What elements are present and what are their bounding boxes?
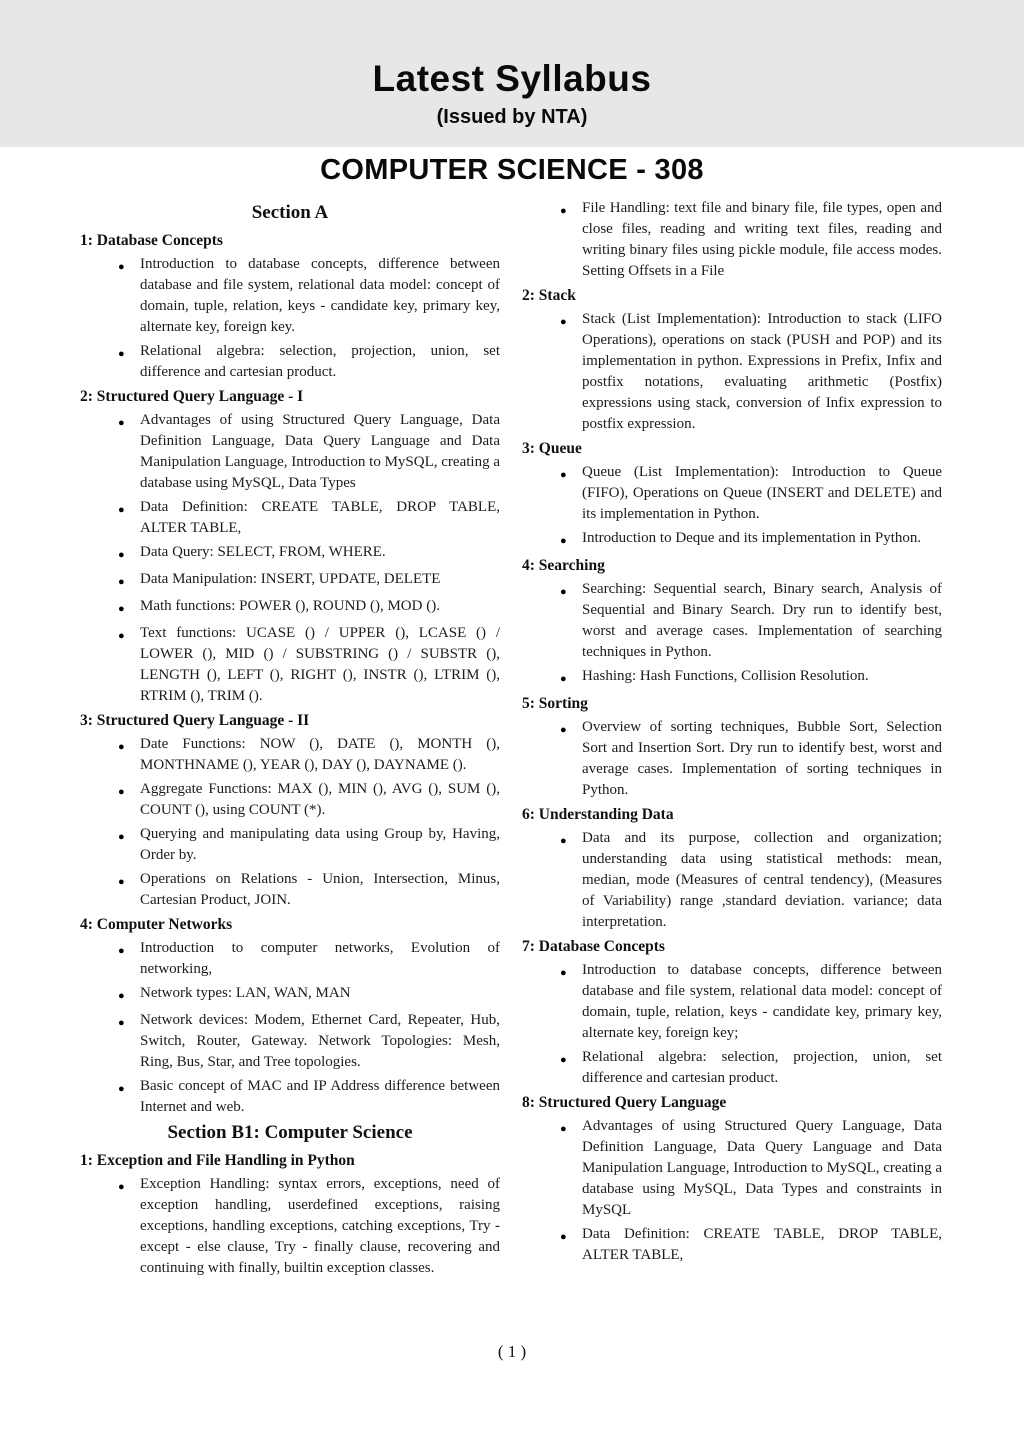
topic-heading: 8: Structured Query Language (522, 1094, 727, 1111)
list-item (560, 462, 942, 525)
course-title: COMPUTER SCIENCE - 308 (320, 154, 704, 186)
page-title: Latest Syllabus (372, 58, 652, 99)
list-item (560, 579, 942, 663)
bullet-text: Stack (List Implementation): Introduction to stack (LIFO Operations), operations on stack (PUSH and POP) and its implementation in python. Expressions in Prefix, Infix and postfix notations, evaluating arithmetic (Postfix) expressions using stack, conversion of Infix expression to postfix expression. (582, 311, 942, 432)
bullet-icon: ● (560, 835, 567, 847)
bullet-icon: ● (118, 1083, 125, 1095)
list-item (560, 1224, 942, 1266)
content-columns (0, 192, 1024, 1282)
bullet-icon: ● (560, 1123, 567, 1135)
list-item (118, 497, 500, 539)
bullet-icon: ● (560, 1054, 567, 1066)
bullet-icon: ● (560, 1231, 567, 1243)
bullet-icon: ● (118, 1181, 125, 1193)
bullet-text: Aggregate Functions: MAX (), MIN (), AVG (), SUM (), COUNT (), using COUNT (*). (140, 781, 500, 818)
bullet-icon: ● (560, 586, 567, 598)
bullet-text: Searching: Sequential search, Binary search, Analysis of Sequential and Binary Search. Dry run to identify best, worst and average cases. Implementation of searching techniques in Python. (582, 581, 942, 660)
topic-heading: 1: Database Concepts (80, 232, 223, 249)
bullet-text: Relational algebra: selection, projection, union, set difference and cartesian product. (140, 343, 500, 380)
bullet-icon: ● (118, 630, 125, 642)
topic-heading: 4: Computer Networks (80, 916, 233, 933)
bullet-text: Introduction to database concepts, difference between database and file system, relational data model: concept of domain, tuple, relation, keys - candidate key, primary key, alternate key, foreign key; (582, 962, 942, 1041)
bullet-text: Basic concept of MAC and IP Address difference between Internet and web. (140, 1078, 500, 1115)
header-band (0, 0, 1024, 147)
bullet-text: Introduction to Deque and its implementation in Python. (582, 530, 922, 546)
bullet-icon: ● (118, 348, 125, 360)
bullet-icon: ● (560, 205, 567, 217)
list-item (560, 1116, 942, 1221)
bullet-icon: ● (560, 535, 567, 547)
bullet-text: Math functions: POWER (), ROUND (), MOD (). (140, 598, 440, 614)
topic-heading: 6: Understanding Data (522, 806, 674, 823)
bullet-icon: ● (560, 724, 567, 736)
list-item (118, 779, 500, 821)
topic-heading: 4: Searching (522, 557, 605, 574)
bullet-text: File Handling: text file and binary file, file types, open and close files, reading and writing text files, reading and writing binary files using pickle module, file access modes. Setting Offsets in a File (582, 200, 942, 279)
bullet-text: Hashing: Hash Functions, Collision Resolution. (582, 668, 869, 684)
bullet-text: Operations on Relations - Union, Intersection, Minus, Cartesian Product, JOIN. (140, 871, 500, 908)
bullet-icon: ● (118, 876, 125, 888)
right-column (522, 198, 942, 1282)
list-item (118, 341, 500, 383)
bullet-icon: ● (118, 504, 125, 516)
list-item (118, 824, 500, 866)
list-item (560, 717, 942, 801)
bullet-icon: ● (118, 1017, 125, 1029)
list-item (118, 569, 500, 593)
bullet-icon: ● (118, 831, 125, 843)
bullet-text: Queue (List Implementation): Introduction to Queue (FIFO), Operations on Queue (INSERT and DELETE) and its implementation in Python. (582, 464, 942, 522)
bullet-icon: ● (118, 786, 125, 798)
list-item (118, 734, 500, 776)
bullet-icon: ● (118, 603, 125, 615)
bullet-text: Text functions: UCASE () / UPPER (), LCASE () / LOWER (), MID () / SUBSTRING () / SUBSTR (), LENGTH (), LEFT (), RIGHT (), INSTR (), LTRIM (), RTRIM (), TRIM (). (140, 625, 500, 704)
bullet-text: Relational algebra: selection, projection, union, set difference and cartesian product. (582, 1049, 942, 1086)
topic-heading: 3: Structured Query Language - II (80, 712, 310, 729)
bullet-text: Network types: LAN, WAN, MAN (140, 985, 351, 1001)
list-item (118, 542, 500, 566)
bullet-icon: ● (118, 990, 125, 1002)
section-heading: Section B1: Computer Science (167, 1122, 413, 1143)
list-item (118, 938, 500, 980)
bullet-text: Data Definition: CREATE TABLE, DROP TABLE, ALTER TABLE, (582, 1226, 942, 1263)
list-item (118, 1174, 500, 1279)
list-item (118, 410, 500, 494)
list-item (560, 309, 942, 435)
bullet-text: Data Manipulation: INSERT, UPDATE, DELETE (140, 571, 441, 587)
list-item (118, 983, 500, 1007)
left-column (80, 198, 500, 1282)
bullet-text: Querying and manipulating data using Group by, Having, Order by. (140, 826, 500, 863)
bullet-text: Advantages of using Structured Query Language, Data Definition Language, Data Query Language and Data Manipulation Language, Introduction to MySQL, creating a database using MySQL, Data Types and constraints in MySQL (582, 1118, 942, 1218)
bullet-text: Data Definition: CREATE TABLE, DROP TABLE, ALTER TABLE, (140, 499, 500, 536)
bullet-text: Data Query: SELECT, FROM, WHERE. (140, 544, 386, 560)
list-item (560, 960, 942, 1044)
bullet-icon: ● (118, 945, 125, 957)
section-heading: Section A (251, 202, 329, 223)
list-item (560, 528, 942, 552)
bullet-text: Introduction to database concepts, difference between database and file system, relational data model: concept of domain, tuple, relation, keys - candidate key, primary key, alternate key, foreign key. (140, 256, 500, 335)
topic-heading: 3: Queue (522, 440, 582, 457)
topic-heading: 7: Database Concepts (522, 938, 665, 955)
list-item (560, 1047, 942, 1089)
page-number: ( 1 ) (497, 1342, 527, 1361)
bullet-text: Advantages of using Structured Query Language, Data Definition Language, Data Query Language and Data Manipulation Language, Introduction to MySQL, creating a database using MySQL, Data Types (140, 412, 500, 491)
bullet-text: Date Functions: NOW (), DATE (), MONTH (), MONTHNAME (), YEAR (), DAY (), DAYNAME (). (140, 736, 500, 773)
bullet-text: Data and its purpose, collection and organization; understanding data using statistical methods: mean, median, mode (Measures of central tendency), (Measures of Variability) range ,standard deviation. variance; data interpretation. (582, 830, 942, 930)
list-item (118, 1010, 500, 1073)
bullet-text: Overview of sorting techniques, Bubble Sort, Selection Sort and Insertion Sort. Dry run to identify best, worst and average cases. Implementation of sorting techniques in Python. (582, 719, 942, 798)
bullet-icon: ● (560, 469, 567, 481)
bullet-icon: ● (118, 261, 125, 273)
bullet-text: Exception Handling: syntax errors, exceptions, need of exception handling, userdefined exceptions, raising exceptions, handling exceptions, catching exceptions, Try - except - else clause, Try - finally clause, recovering and continuing with finally, builtin exception classes. (140, 1176, 500, 1276)
bullet-icon: ● (118, 549, 125, 561)
bullet-text: Introduction to computer networks, Evolution of networking, (140, 940, 500, 977)
page-subtitle: (Issued by NTA) (436, 106, 588, 128)
list-item (118, 596, 500, 620)
list-item (560, 828, 942, 933)
bullet-icon: ● (560, 316, 567, 328)
bullet-icon: ● (560, 967, 567, 979)
list-item (118, 254, 500, 338)
bullet-icon: ● (118, 576, 125, 588)
bullet-icon: ● (118, 741, 125, 753)
topic-heading: 2: Structured Query Language - I (80, 388, 304, 405)
bullet-icon: ● (560, 673, 567, 685)
list-item (118, 1076, 500, 1118)
list-item (118, 869, 500, 911)
bullet-text: Network devices: Modem, Ethernet Card, Repeater, Hub, Switch, Router, Gateway. Network Topologies: Mesh, Ring, Bus, Star, and Tree topologies. (140, 1012, 500, 1070)
list-item (560, 666, 942, 690)
topic-heading: 1: Exception and File Handling in Python (80, 1152, 355, 1169)
list-item (118, 623, 500, 707)
topic-heading: 5: Sorting (522, 695, 588, 712)
bullet-icon: ● (118, 417, 125, 429)
list-item (560, 198, 942, 282)
topic-heading: 2: Stack (522, 287, 576, 304)
